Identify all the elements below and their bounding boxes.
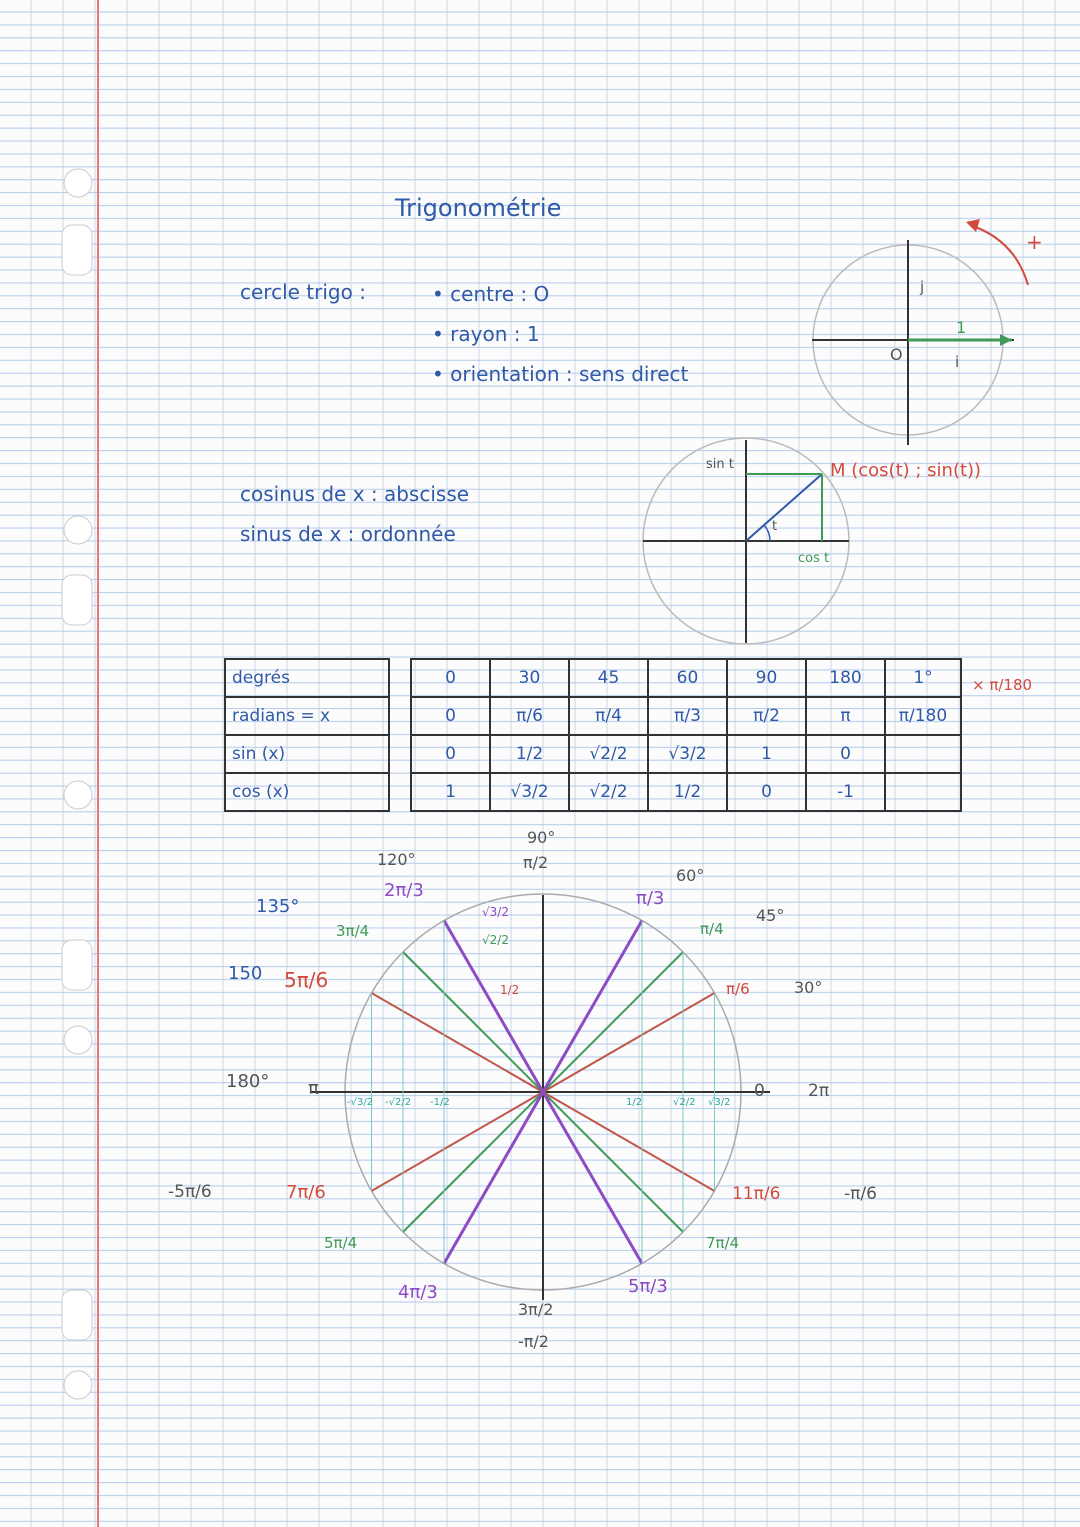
table-cell: 1/2 [490, 735, 569, 773]
row-label-radians: radians = x [225, 697, 389, 735]
table-cell: 0 [411, 659, 490, 697]
table-gap [389, 659, 411, 697]
table-cell: π/180 [885, 697, 961, 735]
table-gap [389, 697, 411, 735]
label-180-deg: 180° [226, 1071, 270, 1092]
label-2pi-3: 2π/3 [384, 880, 424, 901]
punch-hole [64, 516, 92, 544]
table-cell: 1 [727, 735, 806, 773]
table-cell: -1 [806, 773, 885, 811]
label-pi-3: π/3 [636, 888, 665, 909]
label-150-deg: 150 [228, 963, 263, 984]
table-cell: 0 [411, 735, 490, 773]
label-90-deg: 90° [527, 828, 556, 847]
y-tick-sqrt2-2: √2/2 [482, 933, 509, 947]
definition-item: • rayon : 1 [432, 322, 540, 346]
sin-t-label: sin t [706, 457, 734, 472]
positive-direction-label: + [1026, 230, 1043, 254]
table-cell: 45 [569, 659, 648, 697]
label-3pi-2: 3π/2 [518, 1300, 554, 1319]
punch-hole [62, 225, 92, 275]
i-vector-label: i [955, 353, 960, 371]
label-30-deg: 30° [794, 978, 823, 997]
table-cell: 0 [727, 773, 806, 811]
x-tick-neg-sqrt2-2: -√2/2 [385, 1097, 412, 1108]
table-cell: 1 [411, 773, 490, 811]
sine-definition: sinus de x : ordonnée [240, 522, 456, 546]
table-cell: π/2 [727, 697, 806, 735]
label-pi: π [308, 1078, 319, 1099]
row-label-cos: cos (x) [225, 773, 389, 811]
punch-hole [64, 781, 92, 809]
x-tick-sqrt3-2: √3/2 [708, 1097, 731, 1108]
origin-label: O [890, 345, 903, 364]
label-2pi: 2π [808, 1081, 830, 1101]
table-cell: √2/2 [569, 735, 648, 773]
table-cell: π/6 [490, 697, 569, 735]
definition-item: • centre : O [432, 282, 550, 306]
table-cell: √3/2 [490, 773, 569, 811]
label-minus-pi-2: -π/2 [518, 1332, 549, 1351]
angle-t-label: t [772, 519, 778, 534]
x-tick-neg-sqrt3-2: -√3/2 [347, 1097, 374, 1108]
table-row [225, 697, 961, 735]
label-pi-4: π/4 [700, 920, 724, 938]
table-cell [885, 773, 961, 811]
label-0: 0 [754, 1081, 765, 1101]
x-tick-neg-1-2: -1/2 [430, 1097, 450, 1108]
table-row [225, 735, 961, 773]
label-pi-6: π/6 [726, 980, 750, 998]
definition-item: • orientation : sens direct [432, 362, 689, 386]
page-title: Trigonométrie [395, 194, 562, 222]
table-cell: 90 [727, 659, 806, 697]
table-cell: π/3 [648, 697, 727, 735]
label-pi-2: π/2 [523, 853, 549, 872]
label-7pi-6: 7π/6 [286, 1182, 326, 1203]
x-tick-1-2: 1/2 [626, 1097, 643, 1108]
table-cell: π [806, 697, 885, 735]
table-cell: 0 [411, 697, 490, 735]
punch-hole [64, 1371, 92, 1399]
punch-hole [64, 169, 92, 197]
table-gap [389, 773, 411, 811]
punch-hole [62, 575, 92, 625]
label-5pi-3: 5π/3 [628, 1276, 668, 1297]
punch-hole [62, 940, 92, 990]
table-cell: 1° [885, 659, 961, 697]
x-tick-sqrt2-2: √2/2 [673, 1097, 696, 1108]
label-5pi-4: 5π/4 [324, 1234, 358, 1252]
table-cell [885, 735, 961, 773]
table-cell: π/4 [569, 697, 648, 735]
label-135-deg: 135° [256, 896, 300, 917]
row-label-sin: sin (x) [225, 735, 389, 773]
table-gap [389, 735, 411, 773]
table-row [225, 773, 961, 811]
cosine-definition: cosinus de x : abscisse [240, 482, 470, 506]
trig-values-table [224, 658, 962, 812]
table-cell: 30 [490, 659, 569, 697]
label-4pi-3: 4π/3 [398, 1282, 438, 1303]
table-cell: 180 [806, 659, 885, 697]
definition-label: cercle trigo : [240, 280, 366, 304]
punch-hole [64, 1026, 92, 1054]
table-cell: 0 [806, 735, 885, 773]
punch-hole [62, 1290, 92, 1340]
label-45-deg: 45° [756, 906, 785, 925]
table-row [225, 659, 961, 697]
label-5pi-6: 5π/6 [284, 968, 329, 992]
point-m-label: M (cos(t) ; sin(t)) [830, 460, 982, 481]
row-label-degrees: degrés [225, 659, 389, 697]
y-tick-1-2: 1/2 [500, 983, 520, 997]
label-3pi-4: 3π/4 [336, 922, 370, 940]
cos-t-label: cos t [798, 551, 830, 566]
table-cell: 60 [648, 659, 727, 697]
table-cell: 1/2 [648, 773, 727, 811]
unit-length-label: 1 [956, 318, 967, 337]
table-cell: √2/2 [569, 773, 648, 811]
label-11pi-6: 11π/6 [732, 1184, 781, 1204]
label-60-deg: 60° [676, 866, 705, 885]
label-120-deg: 120° [377, 850, 416, 869]
label-minus-pi-6: -π/6 [844, 1184, 877, 1204]
conversion-factor: × π/180 [972, 676, 1033, 694]
label-minus-5pi-6: -5π/6 [168, 1182, 212, 1202]
j-vector-label: j [920, 278, 925, 296]
label-7pi-4: 7π/4 [706, 1234, 740, 1252]
table-cell: √3/2 [648, 735, 727, 773]
y-tick-sqrt3-2: √3/2 [482, 905, 509, 919]
